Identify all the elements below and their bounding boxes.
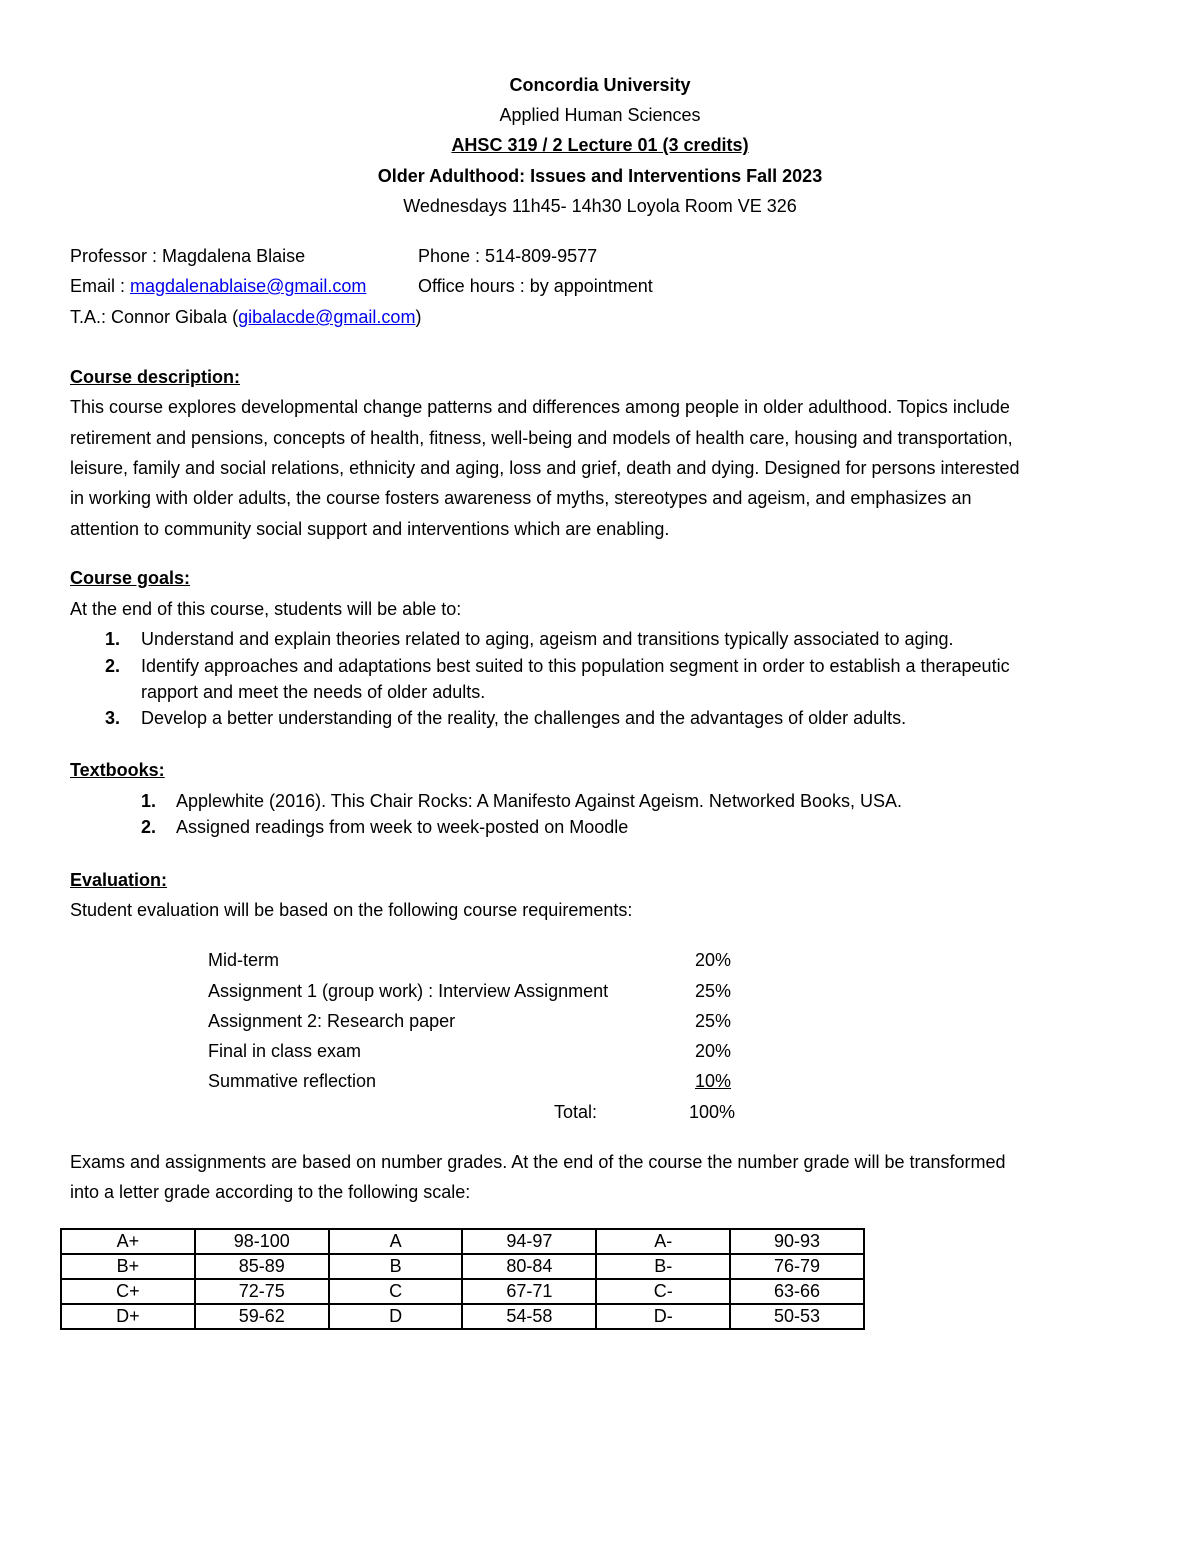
table-cell: 80-84 xyxy=(462,1254,596,1279)
evaluation-item-weight: 20% xyxy=(695,1041,732,1061)
table-cell: 59-62 xyxy=(195,1304,329,1329)
evaluation-item-label: Assignment 1 (group work) : Interview Assignment xyxy=(208,981,609,1001)
evaluation-item-label: Summative reflection xyxy=(208,1071,377,1091)
evaluation-item-weight: 20% xyxy=(695,950,732,970)
table-cell: C- xyxy=(596,1279,730,1304)
goal-text: Understand and explain theories related to aging, ageism and transitions typically associated to aging. xyxy=(141,629,954,649)
table-row xyxy=(61,1304,864,1329)
ta-suffix: ) xyxy=(415,307,422,327)
description-line: attention to community social support and interventions which are enabling. xyxy=(70,519,670,539)
course-code: AHSC 319 / 2 Lecture 01 (3 credits) xyxy=(451,135,749,155)
goal-text: rapport and meet the needs of older adults. xyxy=(141,682,486,702)
table-cell: B- xyxy=(596,1254,730,1279)
grade-scale-table xyxy=(60,1228,865,1330)
table-row xyxy=(61,1279,864,1304)
goal-number: 2. xyxy=(105,656,121,676)
email-label: Email : xyxy=(70,276,131,296)
goal-text: Develop a better understanding of the reality, the challenges and the advantages of older adults. xyxy=(141,708,907,728)
evaluation-intro: Student evaluation will be based on the following course requirements: xyxy=(70,900,633,920)
course-title: Older Adulthood: Issues and Interventions Fall 2023 xyxy=(377,166,823,186)
office-hours: Office hours : by appointment xyxy=(418,276,653,296)
table-cell: C+ xyxy=(61,1279,195,1304)
department-name: Applied Human Sciences xyxy=(499,105,701,125)
professor-phone: Phone : 514-809-9577 xyxy=(418,246,598,266)
table-row xyxy=(61,1229,864,1254)
textbook-text: Assigned readings from week to week-posted on Moodle xyxy=(176,817,629,837)
table-cell: 67-71 xyxy=(462,1279,596,1304)
description-heading: Course description: xyxy=(70,367,241,387)
table-row xyxy=(61,1254,864,1279)
table-cell: A xyxy=(329,1229,463,1254)
table-cell: D xyxy=(329,1304,463,1329)
table-cell: A- xyxy=(596,1229,730,1254)
goal-text: Identify approaches and adaptations best suited to this population segment in order to establish a therapeutic xyxy=(141,656,1010,676)
description-line: retirement and pensions, concepts of health, fitness, well-being and models of health care, housing and transportation, xyxy=(70,428,1013,448)
table-cell: B xyxy=(329,1254,463,1279)
evaluation-total-value: 100% xyxy=(689,1102,736,1122)
table-cell: 94-97 xyxy=(462,1229,596,1254)
evaluation-item-weight: 10% xyxy=(695,1071,732,1091)
university-name: Concordia University xyxy=(509,75,691,95)
evaluation-item-weight: 25% xyxy=(695,1011,732,1031)
textbook-text: Applewhite (2016). This Chair Rocks: A Manifesto Against Ageism. Networked Books, USA. xyxy=(176,791,903,811)
table-cell: C xyxy=(329,1279,463,1304)
table-cell: 72-75 xyxy=(195,1279,329,1304)
course-schedule: Wednesdays 11h45- 14h30 Loyola Room VE 326 xyxy=(403,196,797,216)
table-cell: 63-66 xyxy=(730,1279,864,1304)
evaluation-heading: Evaluation: xyxy=(70,870,168,890)
email-line xyxy=(70,275,366,297)
description-line: in working with older adults, the course fosters awareness of myths, stereotypes and ageism, and emphasizes an xyxy=(70,488,972,508)
table-cell: B+ xyxy=(61,1254,195,1279)
professor-email-link[interactable]: magdalenablaise@gmail.com xyxy=(130,276,367,296)
textbook-number: 2. xyxy=(141,817,157,837)
table-cell: A+ xyxy=(61,1229,195,1254)
goals-heading: Course goals: xyxy=(70,568,191,588)
goal-number: 3. xyxy=(105,708,121,728)
table-cell: D+ xyxy=(61,1304,195,1329)
table-cell: 85-89 xyxy=(195,1254,329,1279)
textbook-number: 1. xyxy=(141,791,157,811)
goal-number: 1. xyxy=(105,629,121,649)
table-cell: 54-58 xyxy=(462,1304,596,1329)
goals-intro: At the end of this course, students will be able to: xyxy=(70,599,462,619)
evaluation-item-weight: 25% xyxy=(695,981,732,1001)
table-cell: 50-53 xyxy=(730,1304,864,1329)
description-line: leisure, family and social relations, ethnicity and aging, loss and grief, death and dying. Designed for persons interested xyxy=(70,458,1020,478)
grading-text: into a letter grade according to the following scale: xyxy=(70,1182,471,1202)
table-cell: 98-100 xyxy=(195,1229,329,1254)
table-cell: D- xyxy=(596,1304,730,1329)
evaluation-item-label: Assignment 2: Research paper xyxy=(208,1011,456,1031)
table-cell: 76-79 xyxy=(730,1254,864,1279)
description-line: This course explores developmental change patterns and differences among people in older adulthood. Topics include xyxy=(70,397,1010,417)
evaluation-item-label: Mid-term xyxy=(208,950,279,970)
evaluation-item-label: Final in class exam xyxy=(208,1041,362,1061)
evaluation-total-label: Total: xyxy=(554,1102,598,1122)
textbooks-heading: Textbooks: xyxy=(70,760,165,780)
professor-name: Professor : Magdalena Blaise xyxy=(70,246,306,266)
grading-text: Exams and assignments are based on number grades. At the end of the course the number grade will be transformed xyxy=(70,1152,1006,1172)
ta-line xyxy=(70,306,421,328)
ta-name: T.A.: Connor Gibala ( xyxy=(70,307,239,327)
ta-email-link[interactable]: gibalacde@gmail.com xyxy=(238,307,416,327)
table-cell: 90-93 xyxy=(730,1229,864,1254)
